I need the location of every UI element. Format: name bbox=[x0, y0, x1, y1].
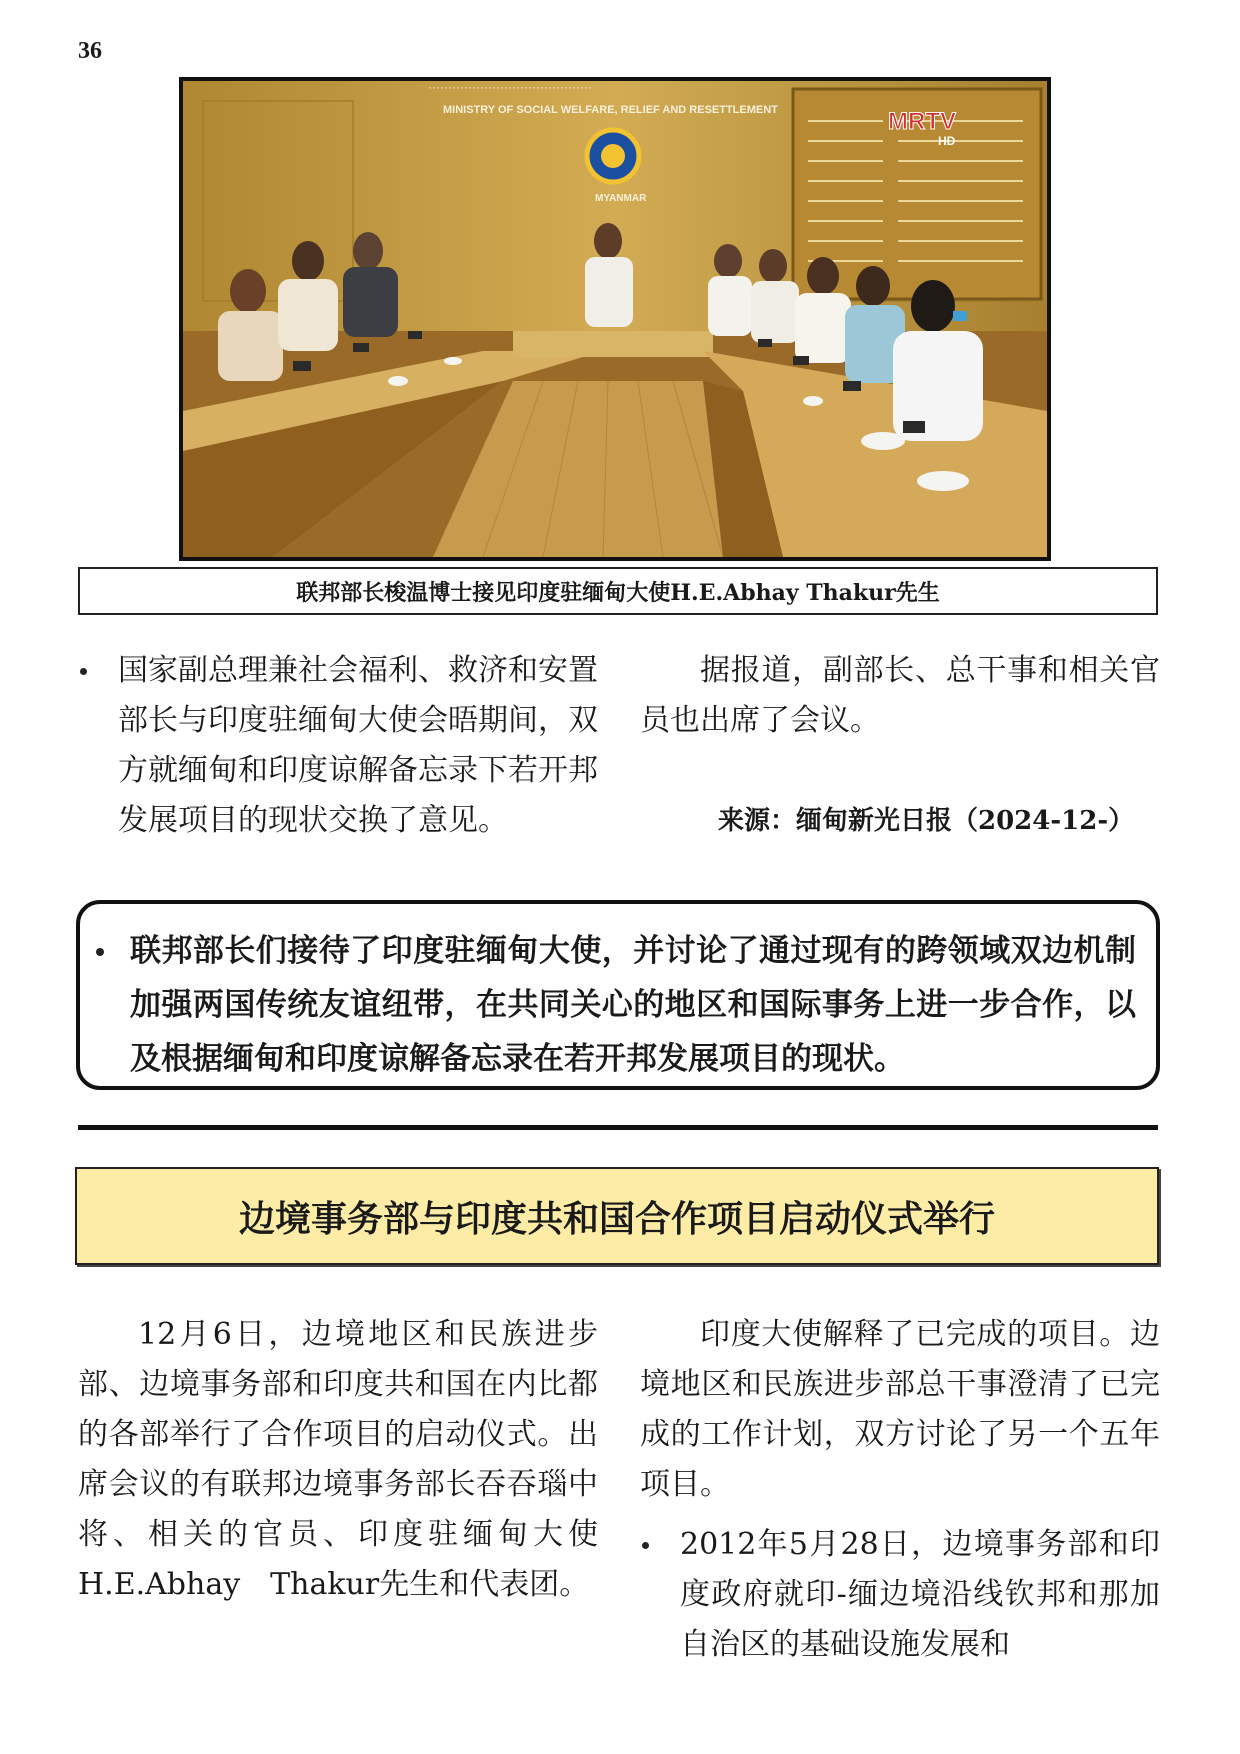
photo-caption: 联邦部长梭温博士接见印度驻缅甸大使H.E.Abhay Thakur先生 bbox=[78, 567, 1158, 615]
highlight-bullet: 联邦部长们接待了印度驻缅甸大使，并讨论了通过现有的跨领域双边机制加强两国传统友谊纽带，在共同关心的地区和国际事务上进一步合作，以及根据缅甸和印度谅解备忘录在若开邦发展项目的现状。 bbox=[130, 924, 1136, 1086]
tv-logo: MRTV bbox=[888, 108, 956, 135]
meeting-photo-illustration bbox=[183, 81, 1047, 557]
article2-left-paragraph: 12月6日，边境地区和民族进步部、边境事务部和印度共和国在内比都的各部举行了合作项目的启动仪式。出席会议的有联邦边境事务部长吞吞瑙中将、相关的官员、印度驻缅甸大使H.E.Abhay Thakur先生和代表团。 bbox=[78, 1317, 598, 1602]
article2-right-column bbox=[640, 1310, 1160, 1670]
ministry-banner: MINISTRY OF SOCIAL WELFARE, RELIEF AND RESETTLEMENT bbox=[443, 104, 778, 116]
country-label: MYANMAR bbox=[595, 193, 647, 204]
section-divider bbox=[78, 1125, 1158, 1130]
article2-right-paragraph: 印度大使解释了已完成的项目。边境地区和民族进步部总干事澄清了已完成的工作计划，双方讨论了另一个五年项目。 bbox=[640, 1317, 1160, 1502]
article2-headline: 边境事务部与印度共和国合作项目启动仪式举行 bbox=[75, 1167, 1159, 1265]
tv-logo-sub: HD bbox=[938, 134, 956, 148]
highlight-box bbox=[76, 900, 1160, 1090]
article1-right-paragraph: 据报道，副部长、总干事和相关官员也出席了会议。 bbox=[640, 653, 1160, 738]
source-note: 来源：缅甸新光日报（2024-12-） bbox=[718, 806, 1135, 836]
svg-text:······························: ········································· bbox=[428, 81, 592, 94]
page-number: 36 bbox=[78, 38, 102, 64]
meeting-photo bbox=[179, 77, 1051, 561]
article1-bullet: 国家副总理兼社会福利、救济和安置部长与印度驻缅甸大使会晤期间，双方就缅甸和印度谅解备忘录下若开邦发展项目的现状交换了意见。 bbox=[78, 646, 598, 846]
article2-bullet: 2012年5月28日，边境事务部和印度政府就印-缅边境沿线钦邦和那加自治区的基础设施发展和 bbox=[640, 1520, 1160, 1670]
article1-left-column bbox=[78, 646, 598, 846]
